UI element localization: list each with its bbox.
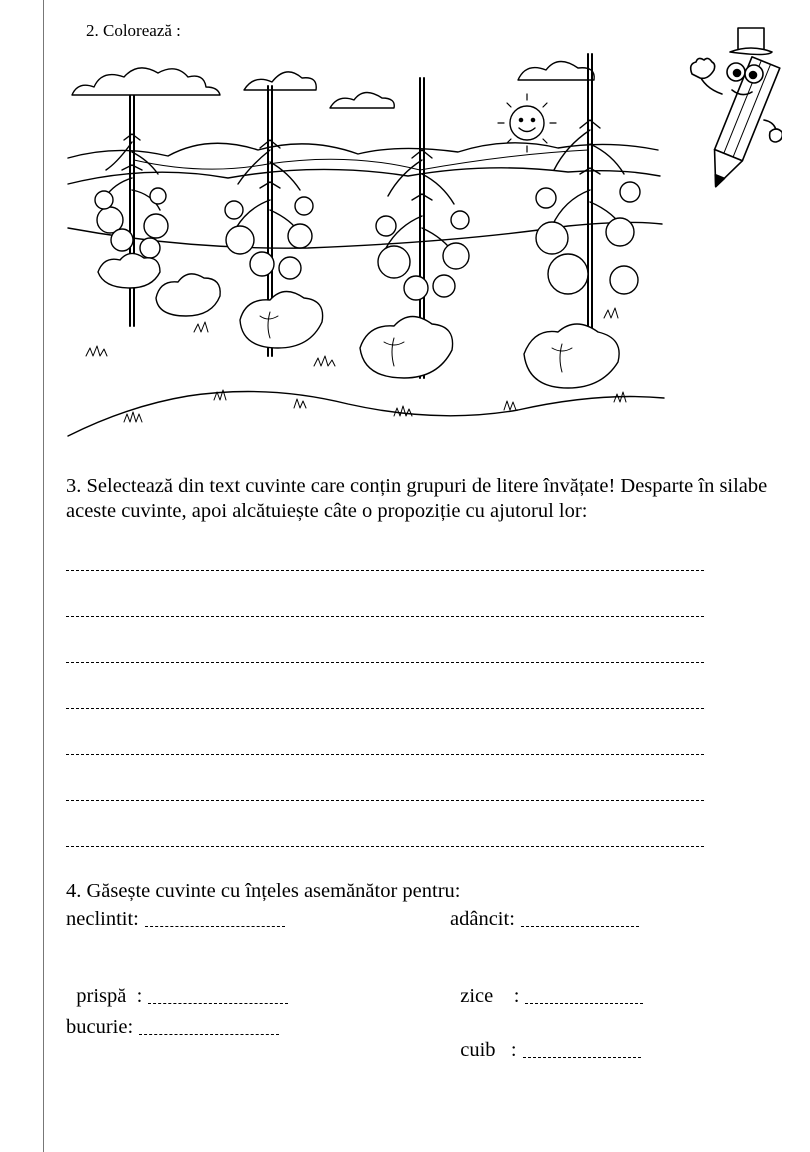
synonym-label: cuib :	[460, 1039, 517, 1061]
answer-line-4[interactable]	[66, 708, 704, 709]
synonym-label: zice :	[460, 985, 520, 1007]
synonym-blank[interactable]	[525, 1003, 643, 1004]
synonym-blank[interactable]	[148, 1003, 288, 1004]
synonym-blank[interactable]	[523, 1057, 641, 1058]
synonym-bucurie	[66, 1016, 279, 1039]
synonym-blank[interactable]	[139, 1034, 279, 1035]
answer-line-6[interactable]	[66, 800, 704, 801]
synonym-label: bucurie:	[66, 1016, 134, 1038]
synonym-label: adâncit:	[450, 908, 515, 930]
answer-line-7[interactable]	[66, 846, 704, 847]
synonym-adancit	[450, 908, 639, 931]
synonym-zice	[450, 962, 643, 1008]
garden-coloring-illustration	[64, 50, 666, 442]
answer-line-5[interactable]	[66, 754, 704, 755]
answer-line-2[interactable]	[66, 616, 704, 617]
synonym-label: prispă :	[76, 985, 143, 1007]
synonym-blank[interactable]	[521, 926, 639, 927]
exercise-4-title: 4. Găsește cuvinte cu înțeles asemănător pentru:	[66, 880, 461, 902]
answer-line-1[interactable]	[66, 570, 704, 571]
synonym-label: neclintit:	[66, 908, 139, 930]
answer-line-3[interactable]	[66, 662, 704, 663]
pencil-mascot-illustration	[684, 24, 782, 202]
synonym-cuib	[450, 1016, 641, 1062]
exercise-3-instructions: 3. Selectează din text cuvinte care conțin grupuri de litere învățate! Desparte în silabe aceste cuvinte, apoi alcătuiește câte o propoziție cu ajutorul lor:	[66, 475, 768, 522]
exercise-2-title: 2. Colorează :	[86, 21, 181, 40]
synonym-prispa	[66, 962, 288, 1008]
synonym-blank[interactable]	[145, 926, 285, 927]
synonym-neclintit	[66, 908, 285, 931]
page-margin-line	[43, 0, 44, 1152]
